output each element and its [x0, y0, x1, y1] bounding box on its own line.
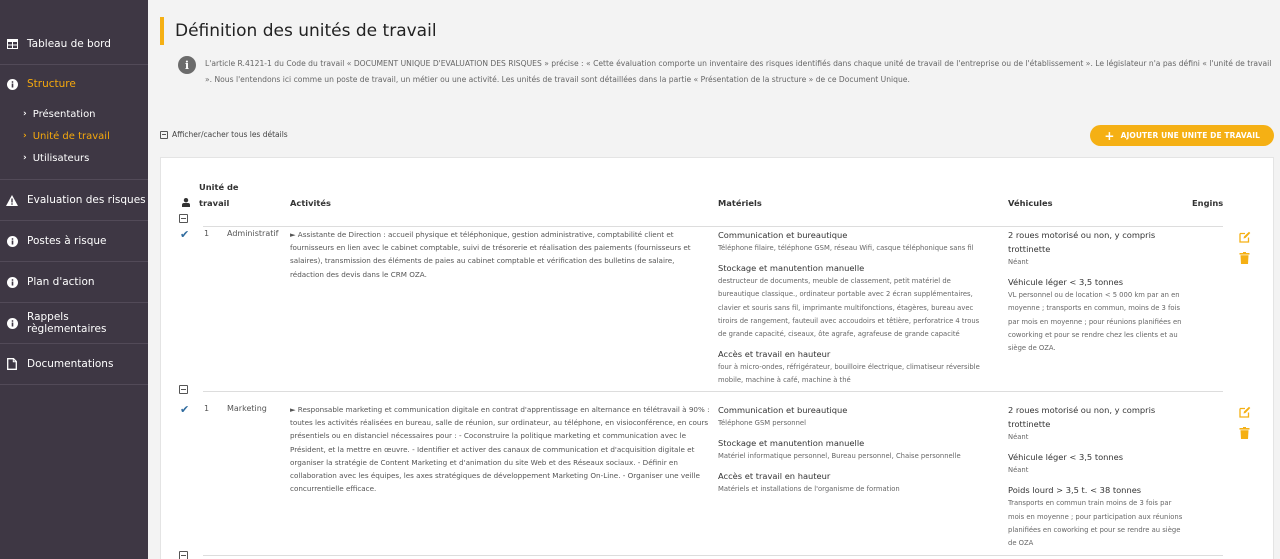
delete-icon[interactable]: [1239, 249, 1251, 261]
info-icon: [6, 276, 18, 288]
sidebar-item-documentation[interactable]: [0, 344, 148, 385]
unit-name: Administratif: [227, 229, 279, 238]
vehicles-cell: [1008, 403, 1186, 550]
page-header: [160, 17, 437, 45]
vehicle-description: Néant: [1008, 466, 1029, 475]
sidebar-item-label: Evaluation des risques: [27, 194, 146, 206]
dashboard-icon: [6, 38, 18, 50]
toggle-all-label: Afficher/cacher tous les détails: [172, 130, 288, 139]
sidebar-item-label: Structure: [27, 78, 76, 90]
column-header-vehicles: Véhicules: [1008, 198, 1053, 208]
add-work-unit-button[interactable]: [1090, 125, 1274, 146]
header-divider: [203, 226, 1223, 227]
column-header-materials: Matériels: [718, 198, 762, 208]
info-icon: [6, 317, 18, 329]
activities-cell: ► Assistante de Direction : accueil physique et téléphonique, gestion administrative, comptabilité client et fournisseurs en lien avec le cabinet comptable, suivi de trésorerie et réalisation des paiements (fournisseurs et salaires), transmission des éléments de paies au cabinet comptable et vérification des bulletins de salaire, rédaction des devis dans le CRM OZA.: [290, 230, 691, 279]
sidebar-subitem-label: Présentation: [32, 108, 96, 120]
collapse-row-button[interactable]: [179, 385, 188, 394]
check-icon: ✔: [180, 403, 190, 416]
table-header: [161, 174, 1273, 222]
sidebar-subitem-users[interactable]: [0, 147, 148, 169]
vehicle-category: Véhicule léger < 3,5 tonnes: [1008, 452, 1124, 463]
material-category: Accès et travail en hauteur: [718, 349, 831, 360]
vehicle-category: 2 roues motorisé ou non, y compris trottinette: [1008, 405, 1156, 429]
sidebar-item-label: Postes à risque: [27, 235, 107, 247]
vehicle-category: Poids lourd > 3,5 t. < 38 tonnes: [1008, 485, 1142, 496]
materials-cell: [718, 403, 988, 497]
material-description: four à micro-ondes, réfrigérateur, bouilloire électrique, climatiseur réversible mobile, machine à café, machine à thé: [718, 363, 980, 385]
collapse-row-button[interactable]: [179, 551, 188, 559]
material-description: Téléphone GSM personnel: [718, 419, 806, 427]
add-work-unit-label: AJOUTER UNE UNITE DE TRAVAIL: [1120, 131, 1260, 140]
chevron-right-icon: ›: [23, 109, 27, 119]
material-category: Stockage et manutention manuelle: [718, 263, 865, 274]
intro-text: L'article R.4121-1 du Code du travail « DOCUMENT UNIQUE D'EVALUATION DES RISQUES » précise : « Cette évaluation comporte un inventaire des risques identifiés dans chaque unité de travail de l'entreprise ou de l'établissement ». Le législateur n'a pas défini « l'unité de travail ». Nous l'entendons ici comme un poste de travail, un métier ou une activité. Les unités de travail sont détaillées dans la partie « Présentation de la structure » de ce Document Unique.: [205, 59, 1272, 84]
sidebar-item-structure[interactable]: [0, 65, 148, 103]
vehicle-description: VL personnel ou de location < 5 000 km par an en moyenne ; transports en commun, moins de 3 fois par mois en moyenne ; pour réunions planifiées en coworking et pour se rendre chez les clients et au siège de OZA.: [1008, 291, 1182, 353]
materials-cell: [718, 228, 988, 388]
warning-icon: [6, 194, 18, 206]
user-icon: [182, 196, 190, 212]
material-description: Matériel informatique personnel, Bureau personnel, Chaise personnelle: [718, 452, 961, 461]
document-icon: [6, 358, 18, 370]
page-title: Définition des unités de travail: [175, 21, 437, 41]
sidebar-item-label: Plan d'action: [27, 276, 95, 288]
column-header-unit: Unité de travail: [199, 182, 239, 208]
vehicle-category: 2 roues motorisé ou non, y compris trottinette: [1008, 230, 1156, 254]
chevron-right-icon: ›: [23, 153, 27, 163]
activities-cell: ► Responsable marketing et communication digitale en contrat d'apprentissage en alternance en télétravail à 90% : toutes les activités réalisées en bureau, salle de réunion, sur ordinateur, au téléphone, en visioconférence, en cours présentiels ou en distanciel nécessaires pour : - Coconstruire la politique marketing et communication avec le Président, et la mettre en œuvre. - Identifier et activer des canaux de communication et d'acquisition digitale et organiser la stratégie de Content Marketing et d'animation du site Web et des Réseaux sociaux. - Définir en collaboration avec les équipes, les axes stratégiques de développement Marketing On-Line. - Organiser une veille concurrentielle efficace.: [290, 405, 710, 494]
material-description: destructeur de documents, meuble de classement, petit matériel de bureautique classique., ordinateur portable avec 2 écran supplémentaires, clavier et souris sans fil, imprimante multifonctions, étagères, bureau avec tiroirs de rangement, fauteuil avec accoudoirs et têtière, perforatrice 4 trous de grande capacité, ciseaux, ôte agrafe, agrafeuse de grande capacité: [718, 277, 980, 339]
sidebar-item-label: Documentations: [27, 358, 114, 370]
table-row: [161, 403, 1273, 553]
material-category: Stockage et manutention manuelle: [718, 438, 865, 449]
work-units-table: [160, 157, 1274, 559]
sidebar-subitem-label: Utilisateurs: [32, 152, 90, 164]
sidebar-item-label: Rappels règlementaires: [27, 311, 107, 335]
sidebar-item-risk-evaluation[interactable]: [0, 180, 148, 221]
vehicles-cell: [1008, 228, 1186, 355]
material-category: Accès et travail en hauteur: [718, 471, 831, 482]
delete-icon[interactable]: [1239, 424, 1251, 436]
unit-count: 1: [204, 404, 210, 413]
collapse-icon: [160, 131, 168, 139]
edit-icon[interactable]: [1239, 403, 1251, 415]
sidebar-group-structure: [0, 65, 148, 180]
sidebar-subitem-presentation[interactable]: [0, 103, 148, 125]
material-description: Matériels et installations de l'organisme de formation: [718, 485, 900, 494]
material-description: Téléphone filaire, téléphone GSM, réseau Wifi, casque téléphonique sans fil: [718, 244, 974, 252]
column-header-engines: Engins: [1192, 198, 1224, 208]
info-icon: [6, 235, 18, 247]
intro-notice: [178, 56, 1272, 88]
info-icon: i: [178, 56, 196, 74]
column-header-activities: Activités: [290, 198, 331, 208]
vehicle-description: Néant: [1008, 258, 1029, 266]
sidebar-item-risk-positions[interactable]: [0, 221, 148, 262]
sidebar-item-dashboard[interactable]: [0, 24, 148, 65]
edit-icon[interactable]: [1239, 228, 1251, 240]
sidebar-subitem-label: Unité de travail: [32, 130, 110, 142]
sidebar-subitem-work-unit[interactable]: [0, 125, 148, 147]
sidebar-item-label: Tableau de bord: [27, 38, 111, 50]
vehicle-category: Véhicule léger < 3,5 tonnes: [1008, 277, 1124, 288]
row-divider: [203, 391, 1223, 392]
main-content: [148, 0, 1280, 559]
check-icon: ✔: [180, 228, 190, 241]
vehicle-description: Transports en commun train moins de 3 fois par mois en moyenne ; pour participation aux réunions planifiées en coworking et pour se rendre au siège de OZA: [1008, 499, 1183, 548]
row-divider: [203, 555, 1223, 556]
unit-count: 1: [204, 229, 210, 238]
sidebar-item-regulatory-reminders[interactable]: [0, 303, 148, 344]
title-accent-bar: [160, 17, 164, 45]
table-row: [161, 228, 1273, 388]
info-icon: [6, 78, 18, 90]
unit-name: Marketing: [227, 404, 267, 413]
sidebar-item-action-plan[interactable]: [0, 262, 148, 303]
material-category: Communication et bureautique: [718, 405, 848, 415]
sidebar: [0, 0, 148, 559]
chevron-right-icon: ›: [23, 131, 27, 141]
toggle-all-details[interactable]: [160, 130, 288, 139]
material-category: Communication et bureautique: [718, 230, 848, 240]
plus-icon: +: [1104, 128, 1115, 143]
collapse-row-button[interactable]: [179, 214, 188, 223]
vehicle-description: Néant: [1008, 433, 1029, 441]
